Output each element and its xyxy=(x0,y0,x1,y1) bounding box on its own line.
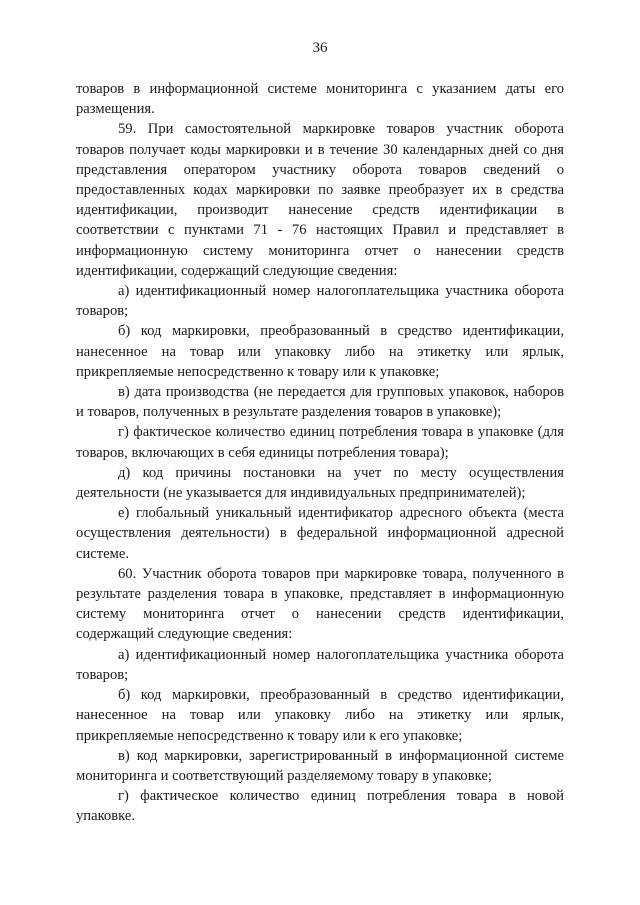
paragraph-59-a: а) идентификационный номер налогоплательщика участника оборота товаров; xyxy=(76,283,564,320)
paragraph-continuation: товаров в информационной системе мониторинга с указанием даты его размещения. xyxy=(76,81,564,118)
paragraph-59-d: д) код причины постановки на учет по месту осуществления деятельности (не указывается для индивидуальных предпринимателей); xyxy=(76,464,564,502)
paragraph-59-g: г) фактическое количество единиц потребления товара в упаковке (для товаров, включающих в себя единицы потребления товара); xyxy=(76,424,564,461)
paragraph-item-60: 60. Участник оборота товаров при маркировке товара, полученного в результате разделения товара в упаковке, представляет в информационную систему мониторинга отчет о нанесении средств идентификации, содержащий следующие сведения: xyxy=(76,565,564,643)
document-body xyxy=(76,79,564,827)
paragraph-60-a: а) идентификационный номер налогоплательщика участника оборота товаров; xyxy=(76,646,564,683)
page-number: 36 xyxy=(312,40,328,56)
paragraph-60-v: в) код маркировки, зарегистрированный в информационной системе мониторинга и соответствующий разделяемому товару в упаковке; xyxy=(76,747,564,784)
paragraph-59-b: б) код маркировки, преобразованный в средство идентификации, нанесенное на товар или упаковку либо на этикетку или ярлык, прикрепляемые непосредственно к товару или к упаковке; xyxy=(76,323,564,380)
paragraph-60-b: б) код маркировки, преобразованный в средство идентификации, нанесенное на товар или упаковку либо на этикетку или ярлык, прикрепляемые непосредственно к товару или к его упаковке; xyxy=(76,687,564,744)
paragraph-item-59: 59. При самостоятельной маркировке товаров участник оборота товаров получает коды маркировки и в течение 30 календарных дней со дня представления оператором участнику оборота товаров сведений о предоставленных кодах маркировки по заявке преобразует их в средства идентификации, производит нанесение средств идентификации в соответствии с пунктами 71 - 76 настоящих Правил и представляет в информационную систему мониторинга отчет о нанесении средств идентификации, содержащий следующие сведения: xyxy=(76,121,564,279)
paragraph-60-g: г) фактическое количество единиц потребления товара в новой упаковке. xyxy=(76,788,564,825)
paragraph-59-v: в) дата производства (не передается для групповых упаковок, наборов и товаров, полученных в результате разделения товаров в упаковке); xyxy=(76,384,564,421)
paragraph-59-e: е) глобальный уникальный идентификатор адресного объекта (места осуществления деятельности) в федеральной информационной адресной системе. xyxy=(76,505,564,562)
